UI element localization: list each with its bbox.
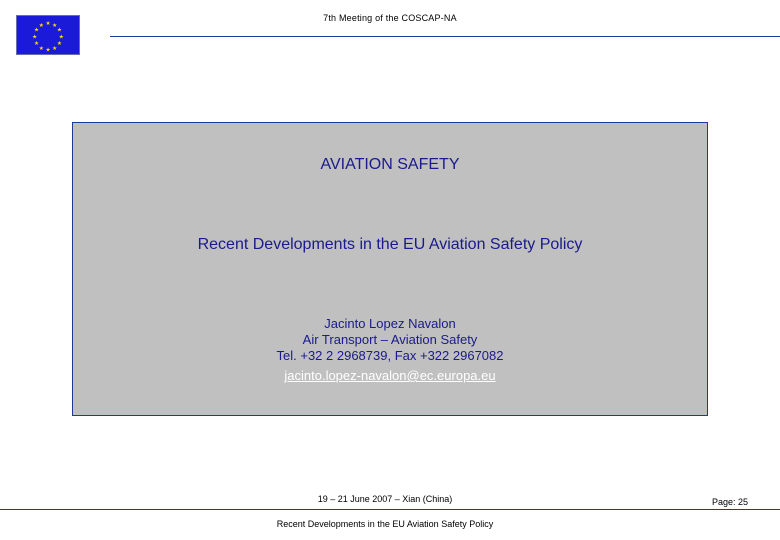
svg-text:★: ★ [38,45,44,52]
svg-text:★: ★ [52,45,58,52]
footer-date-location: 19 – 21 June 2007 – Xian (China) [317,494,453,504]
header-divider [110,36,780,37]
svg-text:★: ★ [45,21,51,28]
svg-text:★: ★ [58,34,64,41]
page-number: Page: 25 [712,497,749,507]
svg-text:★: ★ [33,27,40,34]
svg-text:★: ★ [45,47,51,54]
author-block [73,316,707,384]
main-title: AVIATION SAFETY [320,156,460,173]
svg-text:★: ★ [56,27,63,34]
author-email-link[interactable]: jacinto.lopez-navalon@ec.europa.eu [284,368,496,383]
presentation-subtitle: Recent Developments in the EU Aviation Safety Policy [197,236,583,253]
svg-text:★: ★ [33,40,40,47]
footer-divider [0,509,780,510]
svg-text:★: ★ [32,34,38,41]
title-box [72,122,708,416]
svg-text:★: ★ [38,22,44,29]
author-department: Air Transport – Aviation Safety [302,332,478,347]
svg-text:★: ★ [52,22,58,29]
svg-text:★: ★ [56,40,63,47]
author-contact: Tel. +32 2 2968739, Fax +322 2967082 [276,348,504,363]
author-name: Jacinto Lopez Navalon [324,316,456,331]
footer-title: Recent Developments in the EU Aviation Safety Policy [276,519,494,529]
meeting-title: 7th Meeting of the COSCAP-NA [323,13,457,23]
